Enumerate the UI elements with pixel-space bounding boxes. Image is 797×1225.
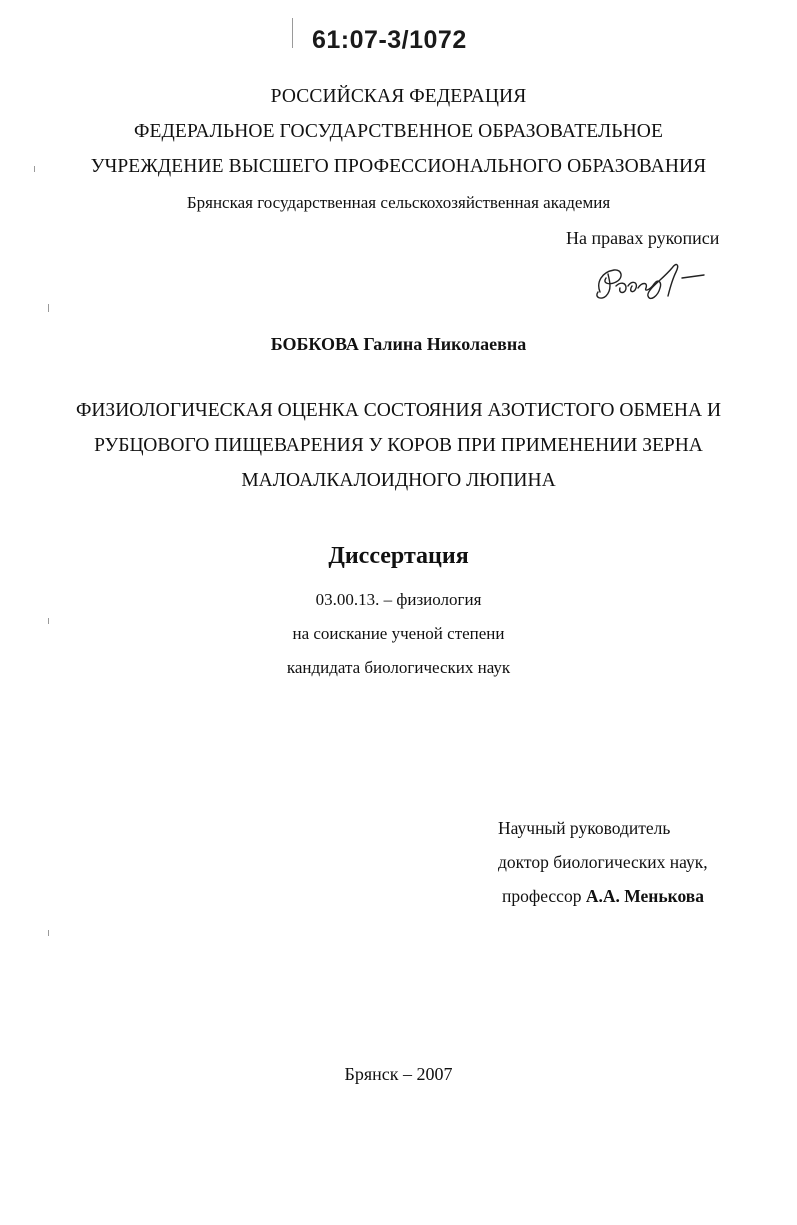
title-line-3: МАЛОАЛКАЛОИДНОГО ЛЮПИНА (241, 470, 556, 491)
title-line-1: ФИЗИОЛОГИЧЕСКАЯ ОЦЕНКА СОСТОЯНИЯ АЗОТИСТОГО ОБМЕНА И (75, 400, 722, 421)
degree-line-1: на соискание ученой степени (292, 624, 505, 643)
header-line-2: ФЕДЕРАЛЬНОЕ ГОСУДАРСТВЕННОЕ ОБРАЗОВАТЕЛЬНОЕ (134, 121, 663, 142)
adviser-title: профессор (502, 886, 582, 906)
header-line-1: РОССИЙСКАЯ ФЕДЕРАЦИЯ (270, 86, 527, 107)
signature (588, 252, 728, 310)
adviser-title-name (502, 886, 704, 907)
adviser-degree: доктор биологических наук, (498, 852, 708, 872)
degree-line-2: кандидата биологических наук (286, 658, 511, 677)
author-surname: БОБКОВА (270, 334, 359, 354)
specialty-code: 03.00.13. – физиология (315, 590, 482, 609)
header-line-3: УЧРЕЖДЕНИЕ ВЫСШЕГО ПРОФЕССИОНАЛЬНОГО ОБРАЗОВАНИЯ (90, 156, 707, 177)
scan-mark (292, 18, 293, 48)
author-given-names: Галина Николаевна (363, 334, 527, 354)
document-type: Диссертация (328, 543, 469, 569)
place-year: Брянск – 2007 (344, 1064, 453, 1084)
scan-mark (48, 304, 49, 312)
signature-image (588, 252, 728, 310)
academy-name: Брянская государственная сельскохозяйственная академия (186, 193, 611, 212)
title-line-2: РУБЦОВОГО ПИЩЕВАРЕНИЯ У КОРОВ ПРИ ПРИМЕНЕНИИ ЗЕРНА (94, 435, 703, 456)
adviser-role: Научный руководитель (498, 818, 671, 838)
adviser-name: А.А. Менькова (585, 886, 704, 906)
scan-mark (48, 930, 49, 936)
catalog-number: 61:07-3/1072 (312, 26, 467, 54)
manuscript-rights: На правах рукописи (566, 228, 720, 248)
author-name (0, 334, 797, 355)
